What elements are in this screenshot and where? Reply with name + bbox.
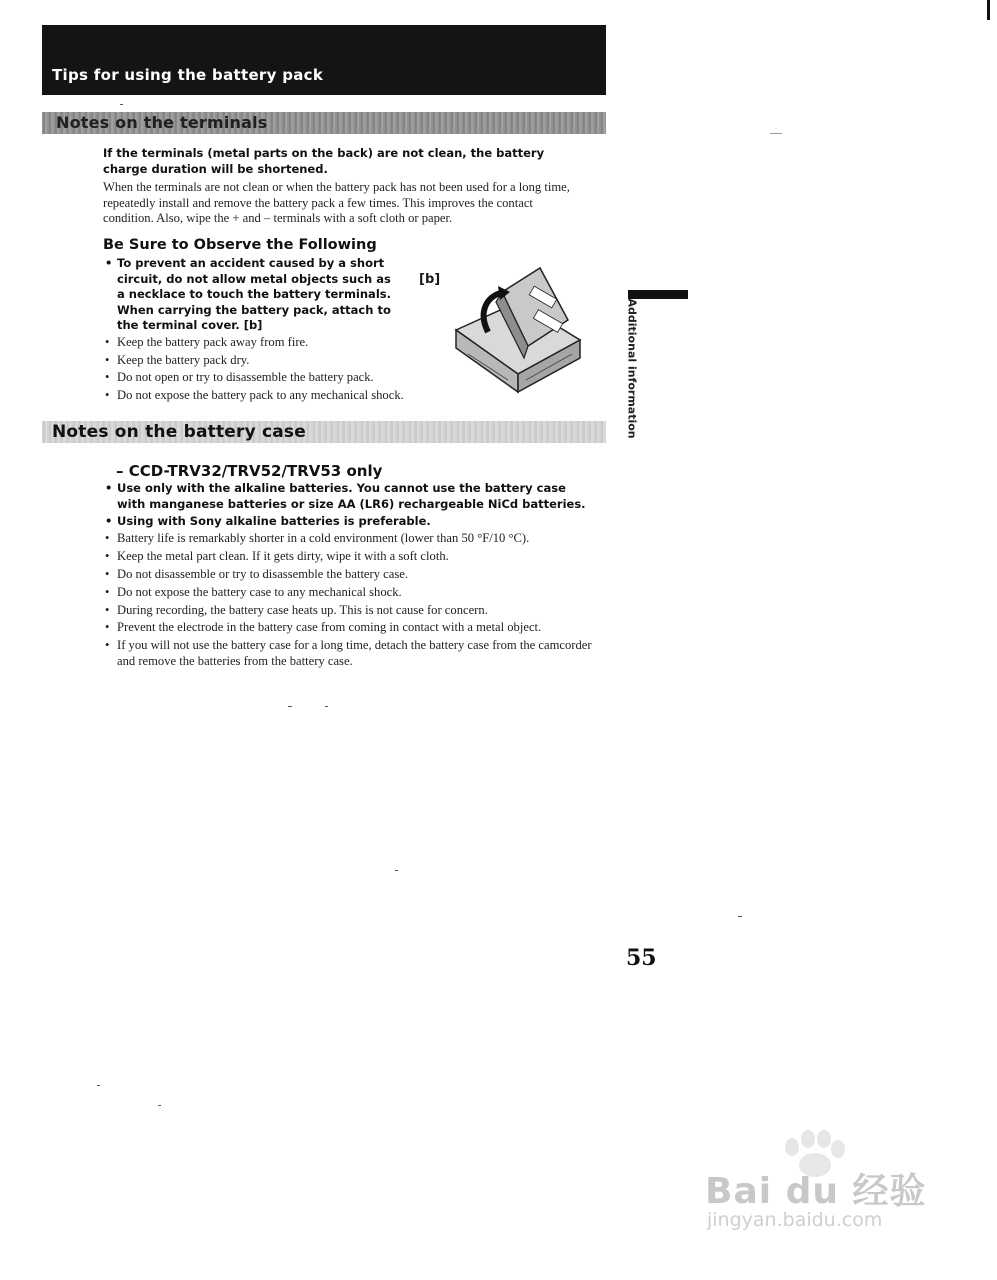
header-bar [42, 25, 606, 95]
battery-terminal-cover-illustration [448, 262, 588, 402]
scan-speck [738, 916, 742, 917]
list-item: • Use only with the alkaline batteries. You cannot use the battery case with manganese batteries or size AA (LR6) rechargeable NiCd batteries. [103, 481, 593, 512]
list-item: • Do not expose the battery case to any mechanical shock. [103, 585, 603, 601]
scan-speck [158, 1105, 161, 1106]
scan-speck [97, 1085, 100, 1086]
list-item: • Do not open or try to disassemble the battery pack. [103, 370, 463, 386]
scan-speck [395, 870, 398, 871]
figure-label: [b] [419, 272, 441, 287]
list-item: • Keep the battery pack dry. [103, 353, 463, 369]
list-item: • Prevent the electrode in the battery case from coming in contact with a metal object. [103, 620, 603, 636]
list-item: • If you will not use the battery case for a long time, detach the battery case from the camcorder and remove the batteries from the battery case. [103, 638, 603, 669]
watermark-url: jingyan.baidu.com [707, 1209, 883, 1231]
scan-speck [120, 104, 123, 105]
terminals-paragraph: When the terminals are not clean or when the battery pack has not been used for a long time, repeatedly install and remove the battery pack a few times. This improves the contact condition. Also, wipe the + and – terminals with a soft cloth or paper. [103, 180, 570, 226]
models-heading: – CCD-TRV32/TRV52/TRV53 only [116, 462, 383, 480]
observe-bold-list [103, 256, 393, 334]
watermark-brand: Bai du 经验 [705, 1171, 927, 1212]
list-item: • Using with Sony alkaline batteries is preferable. [103, 514, 593, 530]
section-heading-terminals: Notes on the terminals [56, 113, 268, 132]
list-item: • Do not expose the battery pack to any mechanical shock. [103, 388, 463, 404]
page-title: Tips for using the battery pack [52, 66, 324, 84]
scan-speck [288, 706, 292, 707]
side-tab-label: Additional information [625, 298, 639, 439]
terminals-warning: If the terminals (metal parts on the back) are not clean, the battery charge duration will be shortened. [103, 146, 545, 176]
list-item: • To prevent an accident caused by a short circuit, do not allow metal objects such as a necklace to touch the battery terminals. When carrying the battery pack, attach to the terminal cover. [b] [103, 256, 393, 334]
scan-speck [770, 133, 782, 134]
page-number: 55 [626, 945, 657, 971]
list-item: • Keep the battery pack away from fire. [103, 335, 463, 351]
observe-list [103, 335, 463, 405]
list-item: • Keep the metal part clean. If it gets dirty, wipe it with a soft cloth. [103, 549, 603, 565]
list-item: • Do not disassemble or try to disassemble the battery case. [103, 567, 603, 583]
list-item: • During recording, the battery case heats up. This is not cause for concern. [103, 603, 603, 619]
scan-speck [325, 706, 328, 707]
page-edge-mark [987, 0, 990, 20]
section-heading-battery-case: Notes on the battery case [52, 422, 306, 442]
battery-case-list [103, 531, 603, 672]
observe-heading: Be Sure to Observe the Following [103, 237, 377, 253]
list-item: • Battery life is remarkably shorter in a cold environment (lower than 50 °F/10 °C). [103, 531, 603, 547]
battery-case-bold-list [103, 481, 593, 532]
